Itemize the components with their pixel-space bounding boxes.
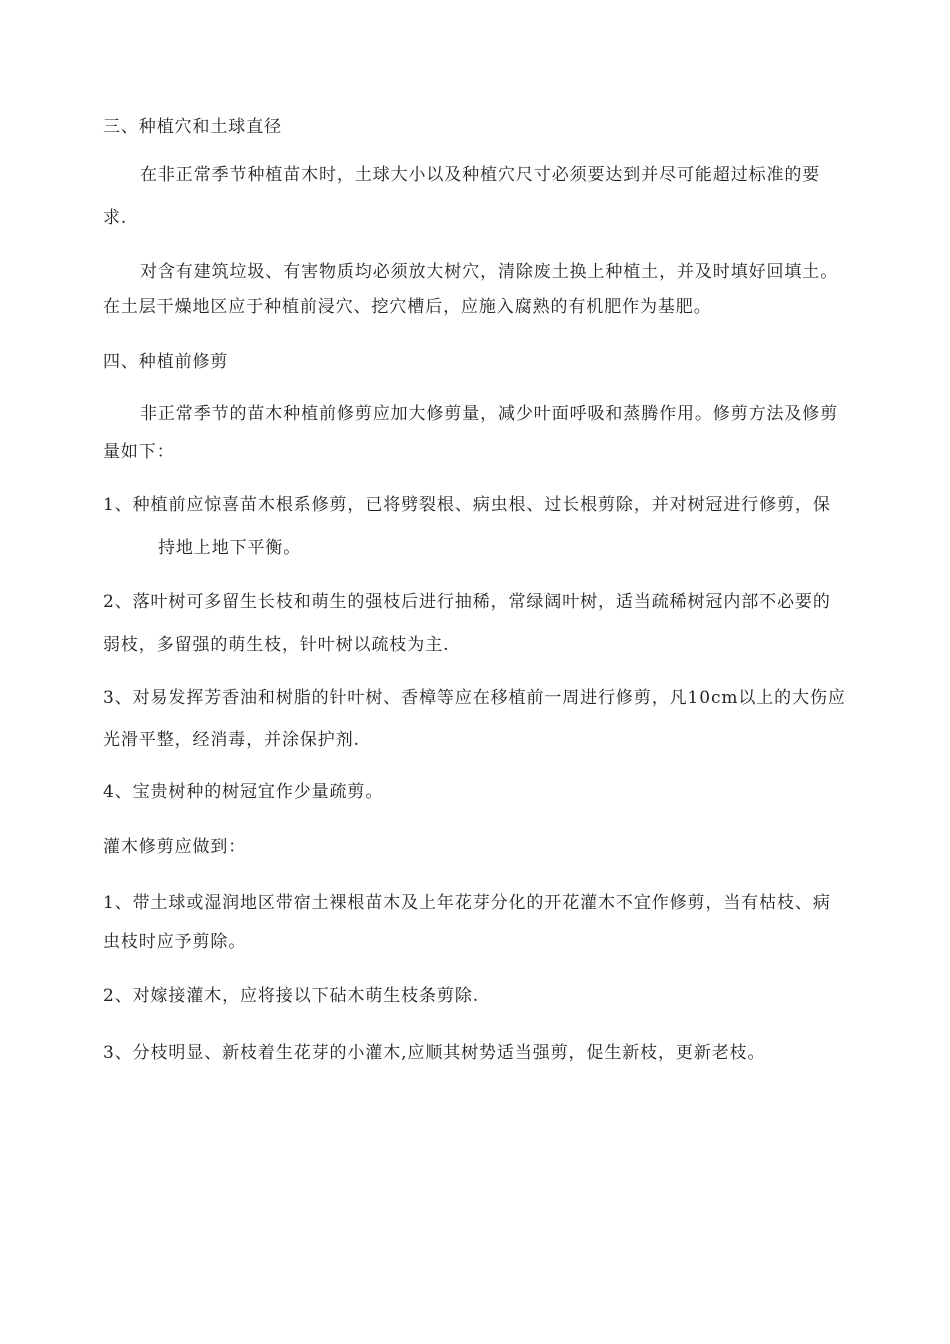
list-item-3-line-2: 光滑平整，经消毒，并涂保护剂. [103, 730, 360, 750]
paragraph-3-line-2: 量如下： [103, 442, 175, 462]
list-item-3-line-1: 3、对易发挥芳香油和树脂的针叶树、香樟等应在移植前一周进行修剪，凡10cm以上的大伤应 [103, 688, 846, 708]
list-item-2-line-1: 2、落叶树可多留生长枝和萌生的强枝后进行抽稀，常绿阔叶树，适当疏稀树冠内部不必要的 [103, 592, 831, 612]
list-item-4: 4、宝贵树种的树冠宜作少量疏剪。 [103, 782, 384, 802]
shrub-heading: 灌木修剪应做到： [103, 837, 247, 857]
shrub-item-2: 2、对嫁接灌木，应将接以下砧木萌生枝条剪除. [103, 986, 480, 1006]
list-item-1-line-2: 持地上地下平衡。 [158, 538, 302, 558]
section-heading-3: 三、种植穴和土球直径 [103, 117, 282, 137]
section-heading-4: 四、种植前修剪 [103, 352, 229, 372]
shrub-item-3: 3、分枝明显、新枝着生花芽的小灌木,应顺其树势适当强剪，促生新枝，更新老枝。 [103, 1043, 766, 1063]
list-item-1-line-1: 1、种植前应惊喜苗木根系修剪，已将劈裂根、病虫根、过长根剪除，并对树冠进行修剪，保 [103, 495, 831, 515]
shrub-item-1-line-2: 虫枝时应予剪除。 [103, 932, 247, 952]
paragraph-2-line-1: 对含有建筑垃圾、有害物质均必须放大树穴，清除废土换上种植土，并及时填好回填土。 [140, 262, 839, 282]
paragraph-3-line-1: 非正常季节的苗木种植前修剪应加大修剪量，减少叶面呼吸和蒸腾作用。修剪方法及修剪 [140, 404, 839, 424]
paragraph-1-line-1: 在非正常季节种植苗木时，土球大小以及种植穴尺寸必须要达到并尽可能超过标准的要 [140, 165, 821, 185]
paragraph-1-line-2: 求. [103, 208, 128, 228]
paragraph-2-line-2: 在土层干燥地区应于种植前浸穴、挖穴槽后，应施入腐熟的有机肥作为基肥。 [103, 297, 712, 317]
list-item-2-line-2: 弱枝，多留强的萌生枝，针叶树以疏枝为主. [103, 635, 450, 655]
shrub-item-1-line-1: 1、带土球或湿润地区带宿土裸根苗木及上年花芽分化的开花灌木不宜作修剪，当有枯枝、病 [103, 893, 831, 913]
